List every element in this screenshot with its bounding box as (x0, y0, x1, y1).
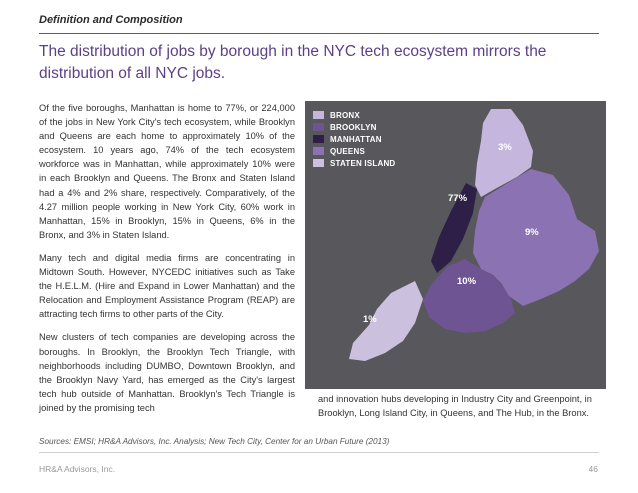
legend-label-manhattan: MANHATTAN (330, 134, 382, 144)
map-legend (313, 109, 395, 169)
section-label: Definition and Composition (39, 14, 183, 26)
body-paragraph-continuation: and innovation hubs developing in Industry City and Greenpoint, in Brooklyn, Long Island City, in Queens, and The Hub, in the Bronx. (318, 394, 592, 419)
legend-swatch-queens (313, 147, 324, 155)
legend-swatch-manhattan (313, 135, 324, 143)
section-divider (39, 33, 599, 34)
legend-item-brooklyn (313, 121, 395, 133)
manhattan-share-label: 77% (448, 193, 468, 204)
brooklyn-share-label: 10% (457, 276, 477, 287)
legend-label-queens: QUEENS (330, 146, 365, 156)
legend-label-bronx: BRONX (330, 110, 360, 120)
page-number: 46 (588, 464, 598, 474)
legend-swatch-staten-island (313, 159, 324, 167)
queens-share-label: 9% (525, 227, 539, 238)
body-paragraph-new-clusters: New clusters of tech companies are developing across the boroughs. In Brooklyn, the Brooklyn Tech Triangle, with neighborhoods including DUMBO, Downtown Brooklyn, and the Brooklyn Navy Yard, has emerged as the City's largest tech hub outside of Manhattan. Brooklyn's Tech Triangle is joined by the promising tech (39, 332, 295, 413)
page-headline: The distribution of jobs by borough in the NYC tech ecosystem mirrors the distribution of all NYC jobs. (39, 43, 547, 82)
body-text-column (39, 101, 295, 424)
legend-item-staten-island (313, 157, 395, 169)
legend-item-bronx (313, 109, 395, 121)
legend-label-brooklyn: BROOKLYN (330, 122, 377, 132)
legend-label-staten-island: STATEN ISLAND (330, 158, 396, 168)
sources-note: Sources: EMSI; HR&A Advisors, Inc. Analysis; New Tech City, Center for an Urban Future (2013) (39, 437, 390, 446)
borough-map (305, 101, 606, 389)
staten-island-region (349, 281, 423, 361)
bronx-share-label: 3% (498, 142, 512, 153)
legend-swatch-brooklyn (313, 123, 324, 131)
legend-item-queens (313, 145, 395, 157)
footer-org-name: HR&A Advisors, Inc. (39, 464, 116, 474)
body-paragraph-midtown-south: Many tech and digital media firms are concentrating in Midtown South. However, NYCEDC initiatives such as Take the H.E.L.M. (Hire and Expand in Lower Manhattan) and the Relocation and Employment Assistance Program (REAP) are attracting tech firms to other parts of the City. (39, 252, 295, 320)
footer-divider (39, 452, 599, 453)
staten-island-share-label: 1% (363, 314, 377, 325)
legend-item-manhattan (313, 133, 395, 145)
body-paragraph-manhattan-share: Of the five boroughs, Manhattan is home to 77%, or 224,000 of the jobs in New York City's tech ecosystem, while Brooklyn and Queens are each home to approximately 10% of the ecosystem. 10 years ago, 74% of the tech ecosystem workforce was in Manhattan, while approximately 10% were in each Brooklyn and Queens. The Bronx and Staten Island had a 4% and 2% share, respectively. Comparatively, of the 4.27 million people working in New York City, 60% work in Manhattan, 15% in Brooklyn, 15% in Queens, 6% in the Bronx, and 3% in Staten Island. (39, 103, 295, 240)
legend-swatch-bronx (313, 111, 324, 119)
